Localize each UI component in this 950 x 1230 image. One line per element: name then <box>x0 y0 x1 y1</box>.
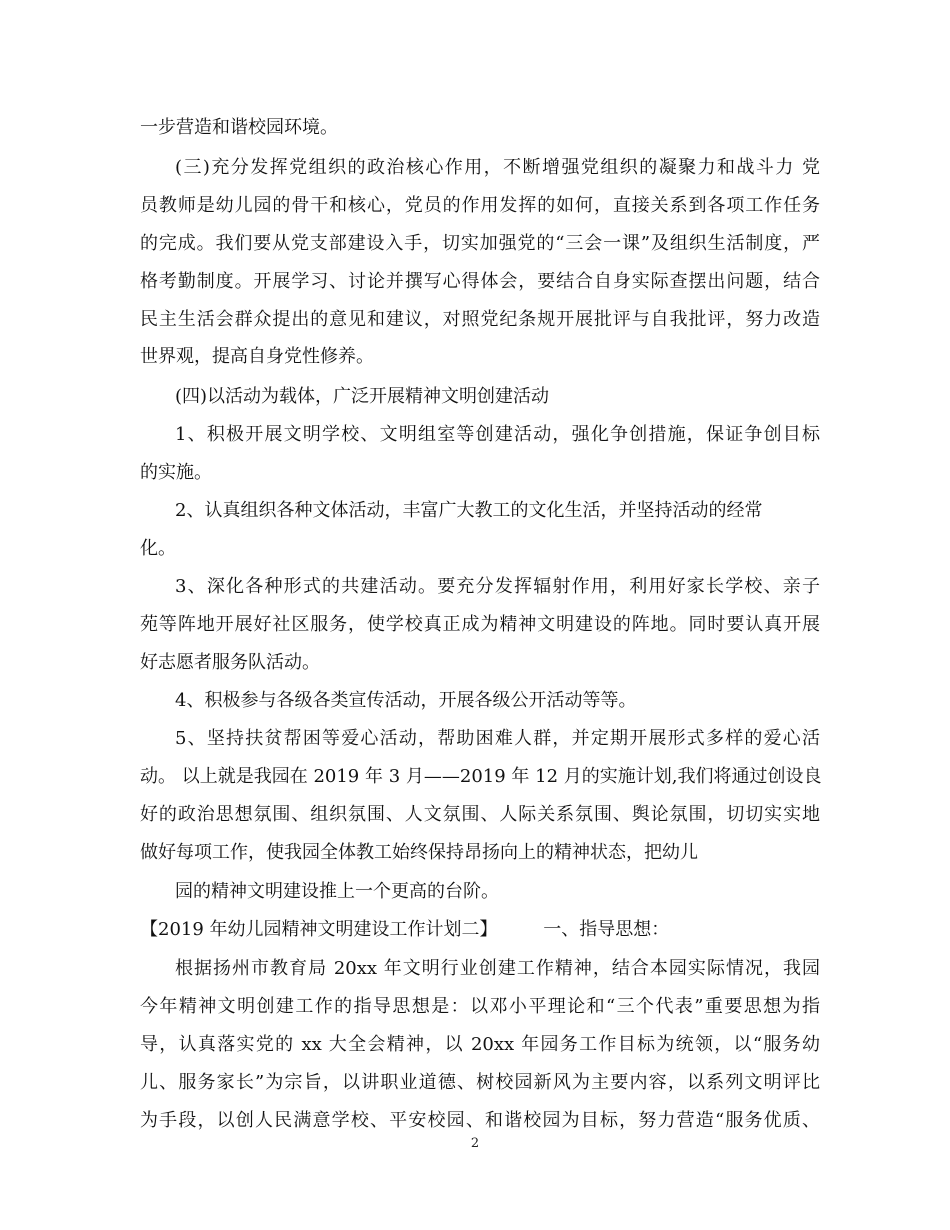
text-line: 2、认真组织各种文体活动，丰富广大教工的文化生活，并坚持活动的经常 <box>175 500 763 521</box>
text-line: 一步营造和谐校园环境。 <box>140 117 338 138</box>
text-line: 1、积极开展文明学校、文明组室等创建活动，强化争创措施，保证争创目标 <box>175 424 820 445</box>
text-line: 世界观，提高自身党性修养。 <box>140 346 374 367</box>
text-line: 的完成。我们要从党支部建设入手，切实加强党的“三会一课”及组织生活制度，严 <box>140 233 820 254</box>
text-line: 民主生活会群众提出的意见和建议，对照党纪条规开展批评与自我批评，努力改造 <box>140 309 820 330</box>
text-line: 化。 <box>140 538 176 559</box>
text-line: 今年精神文明创建工作的指导思想是：以邓小平理论和“三个代表”重要思想为指 <box>140 996 820 1017</box>
text-line: 苑等阵地开展好社区服务，使学校真正成为精神文明建设的阵地。同时要认真开展 <box>140 614 820 635</box>
text-line: 园的精神文明建设推上一个更高的台阶。 <box>175 881 499 902</box>
text-line: 5、坚持扶贫帮困等爱心活动，帮助困难人群，并定期开展形式多样的爱心活 <box>175 728 820 749</box>
text-line: 的实施。 <box>140 462 212 483</box>
text-line: 好志愿者服务队活动。 <box>140 652 320 673</box>
page-number: 2 <box>470 1136 480 1151</box>
text-line: 为手段，以创人民满意学校、平安校园、和谐校园为目标，努力营造“服务优质、 <box>140 1110 820 1131</box>
text-line: 动。 以上就是我园在 2019 年 3 月——2019 年 12 月的实施计划,我们将通过创设良 <box>140 766 822 787</box>
section-heading: (四)以活动为载体，广泛开展精神文明创建活动 <box>175 386 550 407</box>
text-line: 员教师是幼儿园的骨干和核心，党员的作用发挥的如何，直接关系到各项工作任务 <box>140 195 820 216</box>
text-line: 3、深化各种形式的共建活动。要充分发挥辐射作用，利用好家长学校、亲子 <box>175 576 820 597</box>
plan-title-line: 【2019 年幼儿园精神文明建设工作计划二】 一、指导思想： <box>140 919 670 940</box>
text-line: 儿、服务家长”为宗旨，以讲职业道德、树校园新风为主要内容，以系列文明评比 <box>140 1072 820 1093</box>
text-line: 好的政治思想氛围、组织氛围、人文氛围、人际关系氛围、舆论氛围，切切实实地 <box>140 804 820 825</box>
text-line: 做好每项工作，使我园全体教工始终保持昂扬向上的精神状态，把幼儿 <box>140 842 698 863</box>
text-line: 导，认真落实党的 xx 大全会精神，以 20xx 年园务工作目标为统领，以“服务幼 <box>140 1034 820 1055</box>
text-line: 根据扬州市教育局 20xx 年文明行业创建工作精神，结合本园实际情况，我园 <box>175 958 820 979</box>
text-line: 4、积极参与各级各类宣传活动，开展各级公开活动等等。 <box>175 690 637 711</box>
text-line: 格考勤制度。开展学习、讨论并撰写心得体会，要结合自身实际查摆出问题，结合 <box>140 271 820 292</box>
text-line: (三)充分发挥党组织的政治核心作用，不断增强党组织的凝聚力和战斗力 党 <box>175 157 820 178</box>
